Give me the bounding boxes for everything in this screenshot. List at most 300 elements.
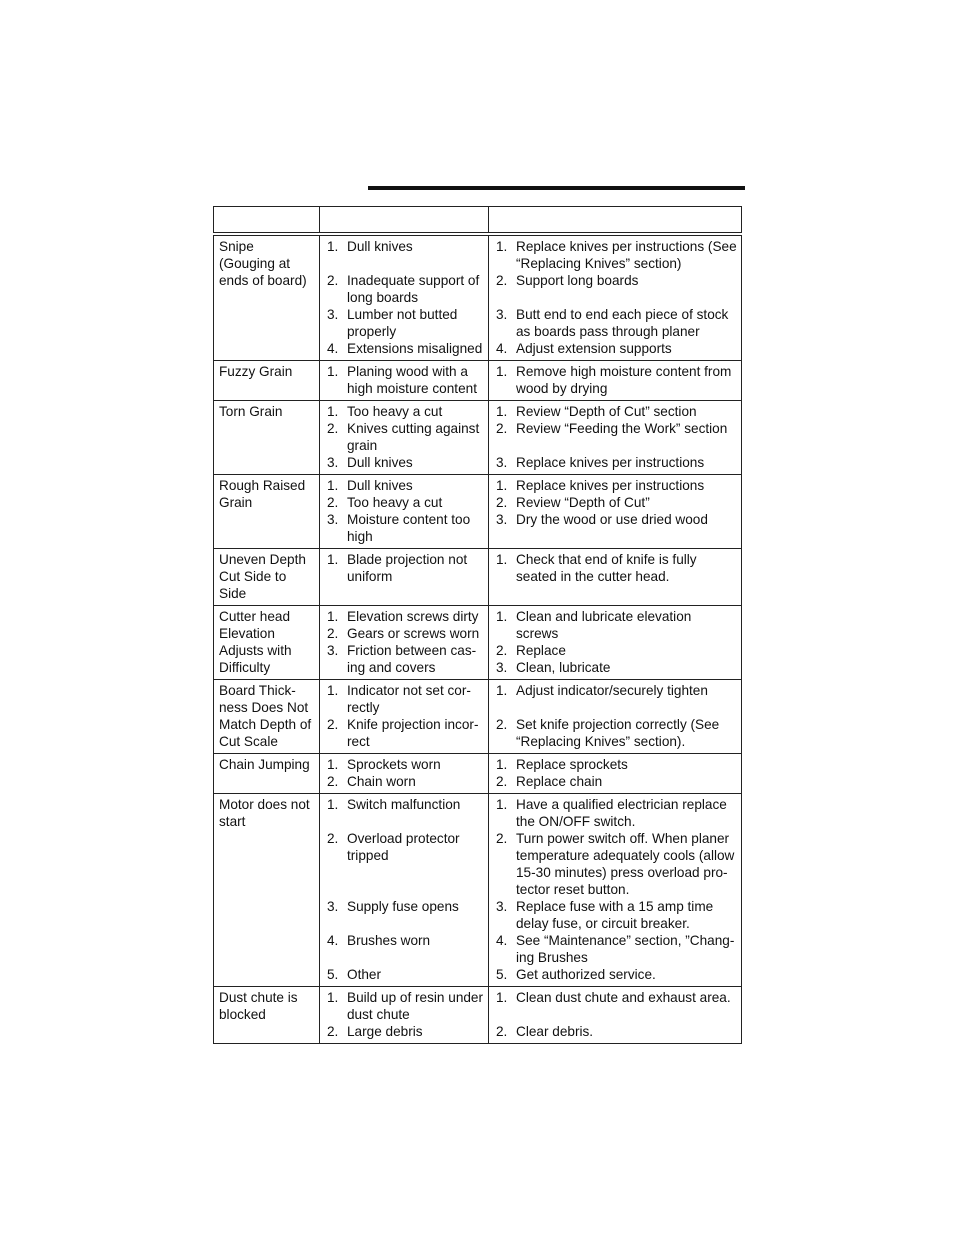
item-line: Too heavy a cut	[347, 404, 443, 419]
item-text	[516, 989, 737, 1006]
item-text	[347, 773, 484, 790]
remedy-item	[493, 494, 737, 511]
problem-line: Elevation	[219, 626, 275, 641]
item-number: 3.	[496, 455, 508, 470]
problem-cell	[214, 475, 320, 549]
cause-item	[324, 340, 484, 357]
table-row	[214, 361, 742, 401]
item-text	[516, 966, 737, 983]
table-row	[214, 234, 742, 361]
item-number: 1.	[327, 797, 339, 812]
item-line: Turn power switch off. When planer	[516, 831, 730, 846]
item-line: Moisture content too	[347, 512, 471, 527]
problem-line: start	[219, 814, 246, 829]
item-number: 3.	[327, 643, 339, 658]
item-text	[516, 642, 737, 659]
item-line: Get authorized service.	[516, 967, 656, 982]
table-row	[214, 987, 742, 1044]
item-line: Lumber not butted	[347, 307, 458, 322]
item-number: 1.	[496, 404, 508, 419]
item-number: 3.	[327, 307, 339, 322]
cause-cell	[320, 794, 489, 987]
problem-line: Difficulty	[219, 660, 271, 675]
item-number: 3.	[496, 307, 508, 322]
item-line: Review “Feeding the Work” section	[516, 421, 728, 436]
spacer	[324, 915, 484, 932]
item-line: Chain worn	[347, 774, 416, 789]
item-line: 15-30 minutes) press overload pro-	[516, 865, 728, 880]
remedy-cell	[489, 754, 742, 794]
cause-cell	[320, 401, 489, 475]
remedy-item	[493, 682, 737, 699]
item-text	[347, 608, 484, 625]
table-row	[214, 475, 742, 549]
cause-item	[324, 932, 484, 949]
item-number: 2.	[327, 774, 339, 789]
item-text	[347, 989, 484, 1023]
cause-item	[324, 966, 484, 983]
cause-cell	[320, 234, 489, 361]
table-row	[214, 606, 742, 680]
item-line: “Replacing Knives” section)	[516, 256, 682, 271]
remedy-cell	[489, 794, 742, 987]
remedy-item	[493, 551, 737, 585]
problem-cell	[214, 234, 320, 361]
item-text	[347, 340, 484, 357]
item-line: tector reset button.	[516, 882, 630, 897]
cause-item	[324, 756, 484, 773]
item-line: Switch malfunction	[347, 797, 461, 812]
remedy-item	[493, 966, 737, 983]
item-number: 1.	[327, 478, 339, 493]
table-row	[214, 549, 742, 606]
table-row	[214, 680, 742, 754]
item-number: 4.	[496, 341, 508, 356]
item-line: Large debris	[347, 1024, 423, 1039]
item-line: ing Brushes	[516, 950, 588, 965]
item-text	[347, 363, 484, 397]
remedy-item	[493, 477, 737, 494]
table-row	[214, 401, 742, 475]
item-number: 1.	[327, 239, 339, 254]
cause-item	[324, 511, 484, 545]
item-line: Clear debris.	[516, 1024, 594, 1039]
item-number: 2.	[496, 717, 508, 732]
spacer	[493, 289, 737, 306]
item-number: 4.	[327, 933, 339, 948]
remedy-item	[493, 511, 737, 528]
item-line: Replace fuse with a 15 amp time	[516, 899, 714, 914]
item-line: tripped	[347, 848, 389, 863]
item-line: dust chute	[347, 1007, 410, 1022]
item-text	[516, 420, 737, 437]
item-text	[347, 756, 484, 773]
remedy-cell	[489, 680, 742, 754]
item-line: Knives cutting against	[347, 421, 480, 436]
problem-line: Fuzzy Grain	[219, 364, 293, 379]
cause-item	[324, 551, 484, 585]
cause-item	[324, 682, 484, 716]
item-text	[347, 306, 484, 340]
item-number: 3.	[496, 899, 508, 914]
item-number: 2.	[496, 831, 508, 846]
item-line: Extensions misaligned	[347, 341, 483, 356]
item-text	[347, 454, 484, 471]
item-line: Set knife projection correctly (See	[516, 717, 720, 732]
header-cell-remedy	[489, 207, 742, 235]
item-line: long boards	[347, 290, 419, 305]
cause-cell	[320, 475, 489, 549]
problem-line: Side	[219, 586, 247, 601]
problem-line: (Gouging at	[219, 256, 291, 271]
item-line: wood by drying	[516, 381, 608, 396]
item-line: Replace	[516, 643, 566, 658]
item-text	[516, 898, 737, 932]
problem-line: Cutter head	[219, 609, 291, 624]
remedy-cell	[489, 549, 742, 606]
problem-line: Torn Grain	[219, 404, 283, 419]
item-number: 1.	[327, 364, 339, 379]
remedy-item	[493, 1023, 737, 1040]
item-number: 1.	[327, 683, 339, 698]
problem-cell	[214, 987, 320, 1044]
item-text	[347, 625, 484, 642]
item-line: Dry the wood or use dried wood	[516, 512, 708, 527]
remedy-cell	[489, 606, 742, 680]
cause-cell	[320, 549, 489, 606]
problem-line: ends of board)	[219, 273, 307, 288]
spacer	[493, 699, 737, 716]
remedy-item	[493, 420, 737, 437]
item-text	[516, 363, 737, 397]
spacer	[324, 255, 484, 272]
item-line: seated in the cutter head.	[516, 569, 670, 584]
item-line: Build up of resin under	[347, 990, 484, 1005]
cause-item	[324, 625, 484, 642]
remedy-cell	[489, 401, 742, 475]
item-text	[516, 511, 737, 528]
item-number: 2.	[496, 495, 508, 510]
item-number: 5.	[496, 967, 508, 982]
item-line: Sprockets worn	[347, 757, 441, 772]
remedy-item	[493, 454, 737, 471]
remedy-cell	[489, 475, 742, 549]
item-number: 2.	[496, 774, 508, 789]
spacer	[324, 864, 484, 898]
item-line: Replace knives per instructions (See	[516, 239, 737, 254]
cause-cell	[320, 680, 489, 754]
item-line: Have a qualified electrician replace	[516, 797, 727, 812]
remedy-cell	[489, 987, 742, 1044]
item-line: high moisture content	[347, 381, 477, 396]
item-text	[347, 830, 484, 864]
problem-cell	[214, 794, 320, 987]
remedy-item	[493, 238, 737, 272]
item-number: 4.	[496, 933, 508, 948]
item-number: 2.	[327, 626, 339, 641]
item-text	[516, 682, 737, 699]
remedy-item	[493, 340, 737, 357]
item-number: 1.	[496, 478, 508, 493]
item-line: temperature adequately cools (allow	[516, 848, 735, 863]
remedy-item	[493, 898, 737, 932]
item-text	[347, 272, 484, 306]
cause-item	[324, 306, 484, 340]
item-text	[516, 403, 737, 420]
item-line: as boards pass through planer	[516, 324, 700, 339]
item-text	[347, 477, 484, 494]
item-number: 2.	[496, 643, 508, 658]
item-line: Review “Depth of Cut”	[516, 495, 650, 510]
item-text	[516, 306, 737, 340]
item-line: Indicator not set cor-	[347, 683, 471, 698]
item-number: 3.	[327, 455, 339, 470]
item-text	[516, 551, 737, 585]
item-line: Support long boards	[516, 273, 639, 288]
item-number: 1.	[496, 990, 508, 1005]
cause-cell	[320, 987, 489, 1044]
spacer	[324, 949, 484, 966]
item-line: rectly	[347, 700, 380, 715]
item-number: 3.	[327, 899, 339, 914]
item-number: 1.	[496, 757, 508, 772]
item-text	[516, 494, 737, 511]
item-line: See “Maintenance” section, ”Chang-	[516, 933, 735, 948]
spacer	[493, 437, 737, 454]
item-text	[347, 898, 484, 915]
item-line: Too heavy a cut	[347, 495, 443, 510]
cause-item	[324, 403, 484, 420]
item-number: 1.	[327, 609, 339, 624]
table-header-row	[214, 207, 742, 235]
item-number: 4.	[327, 341, 339, 356]
problem-line: Adjusts with	[219, 643, 292, 658]
header-cell-cause	[320, 207, 489, 235]
problem-line: blocked	[219, 1007, 266, 1022]
item-text	[347, 932, 484, 949]
problem-line: Dust chute is	[219, 990, 298, 1005]
item-line: Gears or screws worn	[347, 626, 480, 641]
item-text	[516, 716, 737, 750]
item-number: 2.	[327, 717, 339, 732]
item-line: Planing wood with a	[347, 364, 468, 379]
problem-line: ness Does Not	[219, 700, 309, 715]
problem-cell	[214, 754, 320, 794]
cause-item	[324, 454, 484, 471]
remedy-item	[493, 932, 737, 966]
problem-cell	[214, 401, 320, 475]
item-line: Remove high moisture content from	[516, 364, 732, 379]
item-text	[516, 659, 737, 676]
spacer	[324, 813, 484, 830]
remedy-item	[493, 642, 737, 659]
item-line: properly	[347, 324, 397, 339]
item-number: 1.	[496, 239, 508, 254]
cause-item	[324, 272, 484, 306]
remedy-item	[493, 659, 737, 676]
item-text	[516, 608, 737, 642]
item-number: 2.	[327, 831, 339, 846]
remedy-item	[493, 773, 737, 790]
item-number: 3.	[496, 512, 508, 527]
item-line: the ON/OFF switch.	[516, 814, 636, 829]
item-number: 3.	[496, 660, 508, 675]
item-text	[516, 238, 737, 272]
header-cell-problem	[214, 207, 320, 235]
item-line: Brushes worn	[347, 933, 431, 948]
item-line: Review “Depth of Cut” section	[516, 404, 697, 419]
item-number: 2.	[496, 1024, 508, 1039]
remedy-item	[493, 608, 737, 642]
item-text	[347, 494, 484, 511]
problem-line: Snipe	[219, 239, 254, 254]
cause-item	[324, 898, 484, 915]
cause-item	[324, 420, 484, 454]
item-number: 1.	[496, 609, 508, 624]
item-number: 1.	[496, 364, 508, 379]
remedy-item	[493, 756, 737, 773]
item-text	[516, 830, 737, 898]
cause-item	[324, 642, 484, 676]
item-number: 2.	[327, 1024, 339, 1039]
cause-item	[324, 716, 484, 750]
item-line: Adjust extension supports	[516, 341, 672, 356]
item-text	[347, 403, 484, 420]
item-line: delay fuse, or circuit breaker.	[516, 916, 690, 931]
item-text	[347, 238, 484, 255]
item-line: Clean, lubricate	[516, 660, 611, 675]
item-line: uniform	[347, 569, 393, 584]
remedy-item	[493, 716, 737, 750]
cause-cell	[320, 606, 489, 680]
problem-cell	[214, 549, 320, 606]
item-line: Dull knives	[347, 239, 413, 254]
item-number: 2.	[327, 495, 339, 510]
item-number: 1.	[327, 990, 339, 1005]
item-line: Replace chain	[516, 774, 603, 789]
item-line: “Replacing Knives” section).	[516, 734, 686, 749]
item-text	[516, 477, 737, 494]
item-text	[516, 340, 737, 357]
item-text	[347, 716, 484, 750]
item-number: 1.	[327, 552, 339, 567]
cause-item	[324, 796, 484, 813]
remedy-cell	[489, 361, 742, 401]
item-text	[347, 1023, 484, 1040]
problem-line: Board Thick-	[219, 683, 296, 698]
item-number: 1.	[327, 404, 339, 419]
item-text	[516, 932, 737, 966]
item-number: 2.	[327, 273, 339, 288]
item-line: Clean and lubricate elevation screws	[516, 609, 692, 641]
item-line: Supply fuse opens	[347, 899, 459, 914]
item-text	[516, 454, 737, 471]
remedy-item	[493, 796, 737, 830]
item-line: Knife projection incor-	[347, 717, 479, 732]
remedy-item	[493, 830, 737, 898]
item-text	[347, 511, 484, 545]
problem-line: Cut Scale	[219, 734, 278, 749]
remedy-item	[493, 363, 737, 397]
cause-item	[324, 830, 484, 864]
item-line: grain	[347, 438, 378, 453]
item-number: 2.	[327, 421, 339, 436]
cause-item	[324, 363, 484, 397]
item-line: Blade projection not	[347, 552, 468, 567]
cause-cell	[320, 754, 489, 794]
item-line: high	[347, 529, 373, 544]
top-rule	[368, 186, 745, 190]
problem-cell	[214, 361, 320, 401]
remedy-item	[493, 989, 737, 1006]
cause-item	[324, 1023, 484, 1040]
item-number: 1.	[496, 797, 508, 812]
item-line: Other	[347, 967, 381, 982]
problem-line: Match Depth of	[219, 717, 312, 732]
problem-line: Rough Raised	[219, 478, 306, 493]
table-row	[214, 754, 742, 794]
spacer	[493, 1006, 737, 1023]
problem-line: Uneven Depth	[219, 552, 306, 567]
item-text	[516, 756, 737, 773]
item-text	[516, 773, 737, 790]
item-number: 1.	[327, 757, 339, 772]
cause-cell	[320, 361, 489, 401]
item-line: Elevation screws dirty	[347, 609, 479, 624]
cause-item	[324, 494, 484, 511]
item-text	[516, 272, 737, 289]
problem-line: Cut Side to	[219, 569, 287, 584]
item-line: Inadequate support of	[347, 273, 480, 288]
item-text	[347, 420, 484, 454]
item-number: 2.	[496, 421, 508, 436]
remedy-item	[493, 306, 737, 340]
remedy-item	[493, 403, 737, 420]
problem-line: Motor does not	[219, 797, 310, 812]
item-line: Dull knives	[347, 455, 413, 470]
item-line: rect	[347, 734, 370, 749]
item-number: 5.	[327, 967, 339, 982]
item-text	[347, 682, 484, 716]
item-number: 1.	[496, 552, 508, 567]
cause-item	[324, 773, 484, 790]
item-text	[516, 796, 737, 830]
item-number: 3.	[327, 512, 339, 527]
item-line: Replace sprockets	[516, 757, 628, 772]
item-line: Clean dust chute and exhaust area.	[516, 990, 731, 1005]
problem-line: Chain Jumping	[219, 757, 310, 772]
cause-item	[324, 608, 484, 625]
item-line: Adjust indicator/securely tighten	[516, 683, 708, 698]
item-line: Replace knives per instructions	[516, 455, 705, 470]
item-number: 1.	[496, 683, 508, 698]
item-text	[347, 551, 484, 585]
troubleshooting-table	[213, 206, 742, 1044]
item-text	[347, 966, 484, 983]
problem-cell	[214, 606, 320, 680]
item-line: Replace knives per instructions	[516, 478, 705, 493]
item-line: Friction between cas-	[347, 643, 477, 658]
item-line: Butt end to end each piece of stock	[516, 307, 729, 322]
item-line: Check that end of knife is fully	[516, 552, 697, 567]
item-line: Overload protector	[347, 831, 460, 846]
remedy-item	[493, 272, 737, 289]
item-text	[516, 1023, 737, 1040]
remedy-cell	[489, 234, 742, 361]
item-line: ing and covers	[347, 660, 436, 675]
table-row	[214, 794, 742, 987]
problem-line: Grain	[219, 495, 253, 510]
